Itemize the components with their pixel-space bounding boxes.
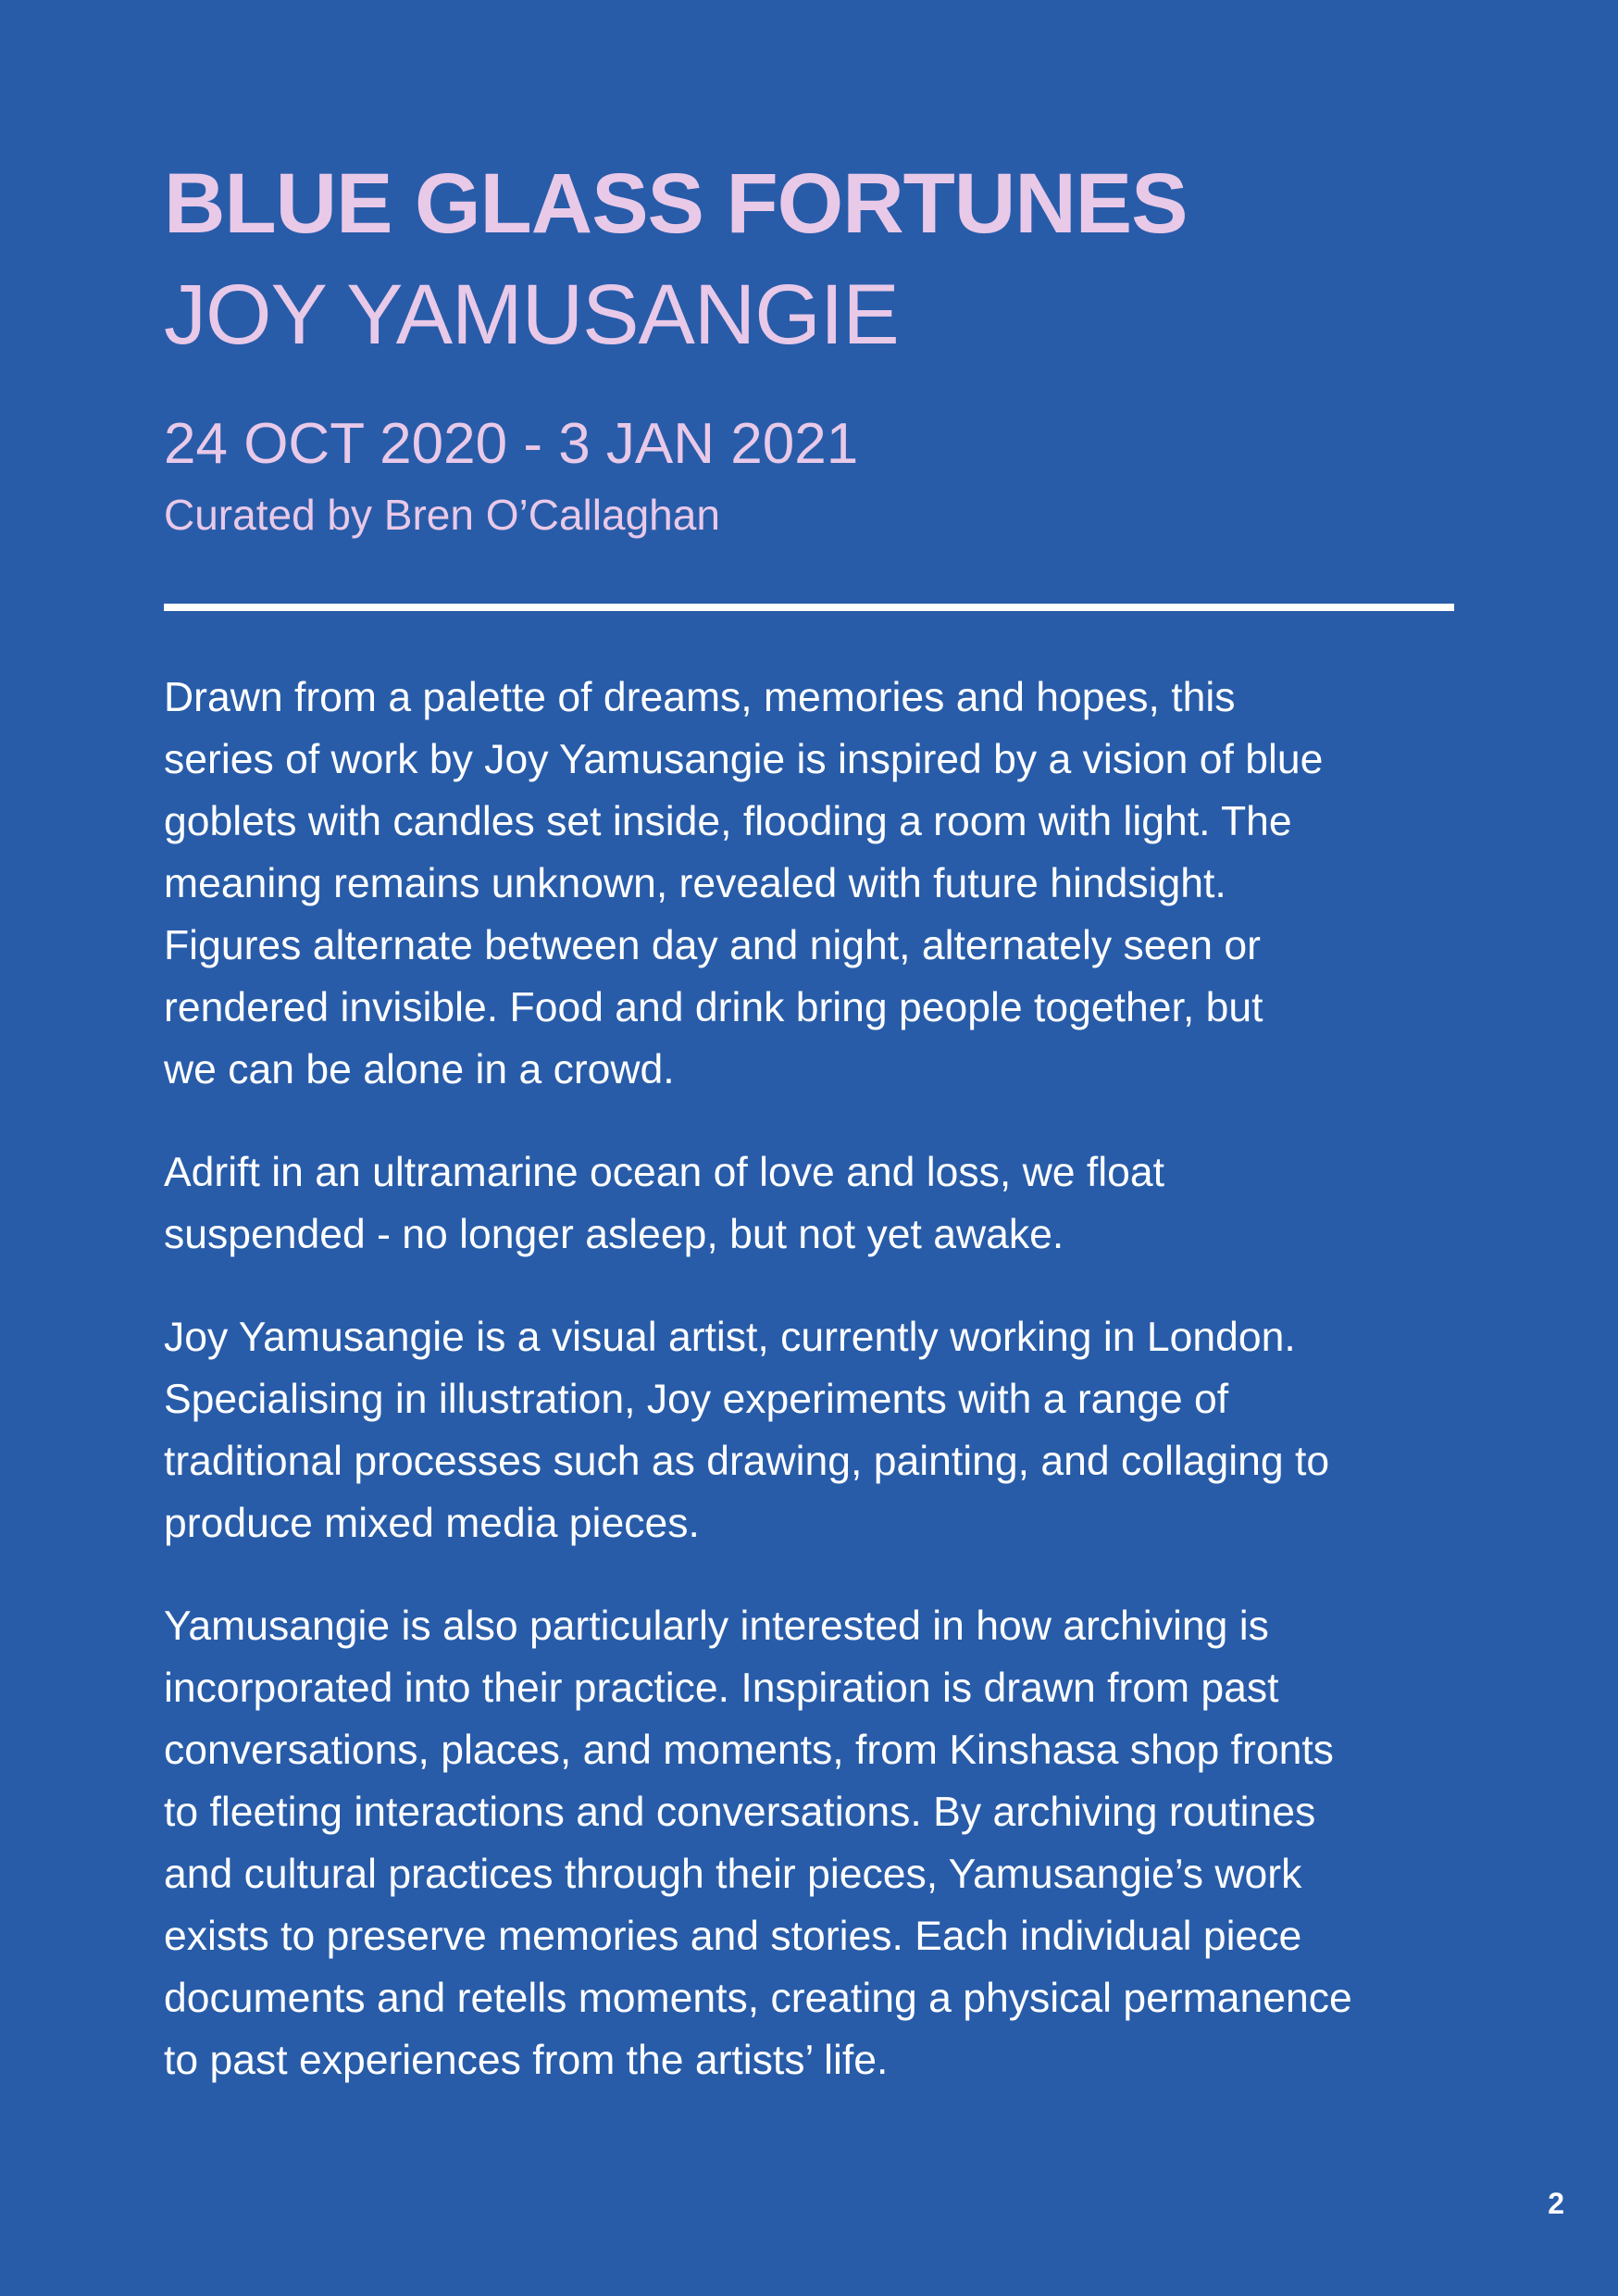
exhibition-dates: 24 OCT 2020 - 3 JAN 2021 bbox=[164, 412, 859, 476]
paragraph-intro bbox=[164, 667, 1454, 1101]
divider-rule bbox=[164, 604, 1454, 611]
text-line: suspended - no longer asleep, but not yet awake. bbox=[164, 1212, 1064, 1257]
page-number: 2 bbox=[1548, 2187, 1564, 2220]
text-line: exists to preserve memories and stories. Each individual piece bbox=[164, 1914, 1302, 1959]
text-line: Yamusangie is also particularly interested in how archiving is bbox=[164, 1603, 1269, 1649]
text-line: to fleeting interactions and conversations. By archiving routines bbox=[164, 1790, 1316, 1835]
text-line: Drawn from a palette of dreams, memories and hopes, this bbox=[164, 675, 1236, 720]
artist-name: JOY YAMUSANGIE bbox=[164, 268, 899, 362]
exhibition-title: BLUE GLASS FORTUNES bbox=[164, 156, 1188, 251]
text-line: we can be alone in a crowd. bbox=[164, 1047, 675, 1092]
text-line: series of work by Joy Yamusangie is inspired by a vision of blue bbox=[164, 737, 1324, 782]
text-line: Specialising in illustration, Joy experiments with a range of bbox=[164, 1377, 1229, 1422]
text-line: meaning remains unknown, revealed with future hindsight. bbox=[164, 861, 1226, 906]
curator-credit: Curated by Bren O’Callaghan bbox=[164, 491, 720, 539]
paragraph-artist-bio bbox=[164, 1306, 1454, 1554]
text-line: produce mixed media pieces. bbox=[164, 1501, 700, 1546]
text-line: traditional processes such as drawing, painting, and collaging to bbox=[164, 1439, 1330, 1484]
page-content bbox=[164, 148, 1454, 2132]
text-line: rendered invisible. Food and drink bring people together, but bbox=[164, 985, 1263, 1030]
text-line: Joy Yamusangie is a visual artist, currently working in London. bbox=[164, 1315, 1296, 1360]
body-text bbox=[164, 667, 1454, 2091]
text-line: goblets with candles set inside, flooding a room with light. The bbox=[164, 799, 1292, 844]
text-line: documents and retells moments, creating a physical permanence bbox=[164, 1976, 1352, 2021]
text-line: and cultural practices through their pieces, Yamusangie’s work bbox=[164, 1852, 1302, 1897]
paragraph-adrift bbox=[164, 1142, 1454, 1266]
text-line: Figures alternate between day and night, alternately seen or bbox=[164, 923, 1261, 968]
text-line: conversations, places, and moments, from Kinshasa shop fronts bbox=[164, 1728, 1334, 1773]
text-line: Adrift in an ultramarine ocean of love and loss, we float bbox=[164, 1150, 1164, 1195]
text-line: incorporated into their practice. Inspiration is drawn from past bbox=[164, 1666, 1279, 1711]
paragraph-archiving bbox=[164, 1595, 1454, 2091]
text-line: to past experiences from the artists’ life. bbox=[164, 2038, 889, 2083]
